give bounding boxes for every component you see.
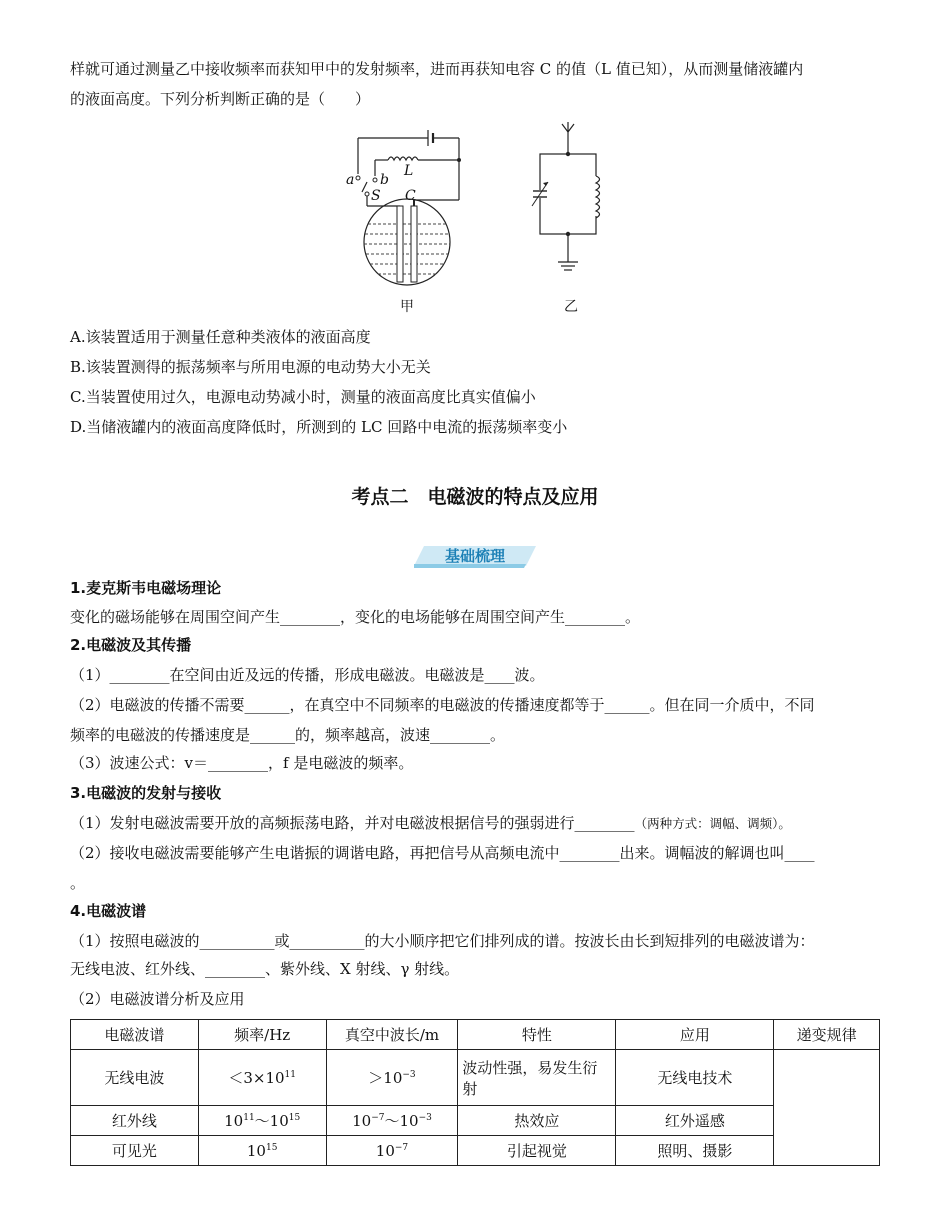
cell-trend: [774, 1050, 880, 1166]
table-row: [71, 1136, 880, 1166]
s2-p3: （3）波速公式：v＝________，f 是电磁波的频率。: [70, 754, 414, 772]
table-header-row: [71, 1020, 880, 1050]
cell-feature: 波动性强，易发生衍射: [458, 1050, 616, 1106]
s2-p2a: （2）电磁波的传播不需要______，在真空中不同频率的电磁波的传播速度都等于______。但在同一介质中，不同: [70, 696, 815, 714]
s2-p1: （1）________在空间由近及远的传播，形成电磁波。电磁波是____波。: [70, 666, 545, 684]
heading-2: 2.电磁波及其传播: [70, 636, 192, 654]
circuit-diagram-yi: [530, 120, 610, 280]
col-header-frequency: 频率/Hz: [198, 1020, 326, 1050]
spectrum-table: [70, 1019, 880, 1166]
cell-frequency: $<3\times 10^{11}$: [198, 1050, 326, 1106]
s3-p1: [70, 812, 791, 835]
label-a: a: [346, 172, 355, 188]
col-header-application: 应用: [616, 1020, 774, 1050]
heading-1: 1.麦克斯韦电磁场理论: [70, 579, 222, 597]
table-row: [71, 1106, 880, 1136]
cell-name: 无线电波: [71, 1050, 199, 1106]
option-b: B.该装置测得的振荡频率与所用电源的电动势大小无关: [70, 358, 431, 376]
section-badge: [414, 544, 536, 568]
heading-3: 3.电磁波的发射与接收: [70, 784, 222, 802]
caption-yi: 乙: [564, 299, 578, 315]
col-header-spectrum: 电磁波谱: [71, 1020, 199, 1050]
cell-wavelength: $10^{-7}$: [326, 1136, 458, 1166]
option-d: D.当储液罐内的液面高度降低时，所测到的 LC 回路中电流的振荡频率变小: [70, 418, 568, 436]
heading-4: 4.电磁波谱: [70, 902, 147, 920]
badge-label: 基础梳理: [444, 547, 505, 565]
caption-jia: 甲: [400, 299, 414, 315]
col-header-feature: 特性: [458, 1020, 616, 1050]
cell-application: 无线电技术: [616, 1050, 774, 1106]
cell-feature: 引起视觉: [458, 1136, 616, 1166]
option-c: C.当装置使用过久，电源电动势减小时，测量的液面高度比真实值偏小: [70, 388, 536, 406]
cell-frequency: $10^{11}\sim 10^{15}$: [198, 1106, 326, 1136]
label-L: L: [404, 163, 414, 179]
cell-application: 红外遥感: [616, 1106, 774, 1136]
cell-name: 可见光: [71, 1136, 199, 1166]
cell-wavelength: $10^{-7}\sim 10^{-3}$: [326, 1106, 458, 1136]
section-title: 考点二 电磁波的特点及应用: [351, 486, 599, 508]
cell-wavelength: $>10^{-3}$: [326, 1050, 458, 1106]
label-b: b: [380, 172, 389, 188]
cell-name: 红外线: [71, 1106, 199, 1136]
s3-p1-text: （1）发射电磁波需要开放的高频振荡电路，并对电磁波根据信号的强弱进行________: [70, 814, 635, 832]
intro-line-2: 的液面高度。下列分析判断正确的是（ ）: [70, 90, 371, 108]
circuit-diagram-jia: [340, 120, 470, 295]
option-a: A.该装置适用于测量任意种类液体的液面高度: [70, 328, 371, 346]
s4-p1b: 无线电波、红外线、________、紫外线、X 射线、γ 射线。: [70, 960, 460, 978]
s4-p2: （2）电磁波谱分析及应用: [70, 990, 245, 1008]
cell-frequency: $10^{15}$: [198, 1136, 326, 1166]
label-C: C: [405, 188, 416, 204]
s3-p2: （2）接收电磁波需要能够产生电谐振的调谐电路，再把信号从高频电流中________出来。调幅波的解调也叫____: [70, 844, 815, 862]
s1-text: 变化的磁场能够在周围空间产生________，变化的电场能够在周围空间产生________。: [70, 608, 641, 626]
s4-p1: （1）按照电磁波的__________或__________的大小顺序把它们排列成的谱。按波长由长到短排列的电磁波谱为：: [70, 932, 815, 950]
label-S: S: [371, 188, 381, 204]
intro-line-1: 样就可通过测量乙中接收频率而获知甲中的发射频率，进而再获知电容 C 的值（L 值已知），从而测量储液罐内: [70, 60, 804, 78]
table-row: [71, 1050, 880, 1106]
cell-feature: 热效应: [458, 1106, 616, 1136]
s2-p2b: 频率的电磁波的传播速度是______的，频率越高，波速________。: [70, 726, 506, 744]
cell-application: 照明、摄影: [616, 1136, 774, 1166]
col-header-wavelength: 真空中波长/m: [326, 1020, 458, 1050]
s3-p2-end: 。: [70, 874, 86, 892]
s3-p1-note: （两种方式：调幅、调频）。: [634, 816, 791, 831]
col-header-trend: 递变规律: [774, 1020, 880, 1050]
